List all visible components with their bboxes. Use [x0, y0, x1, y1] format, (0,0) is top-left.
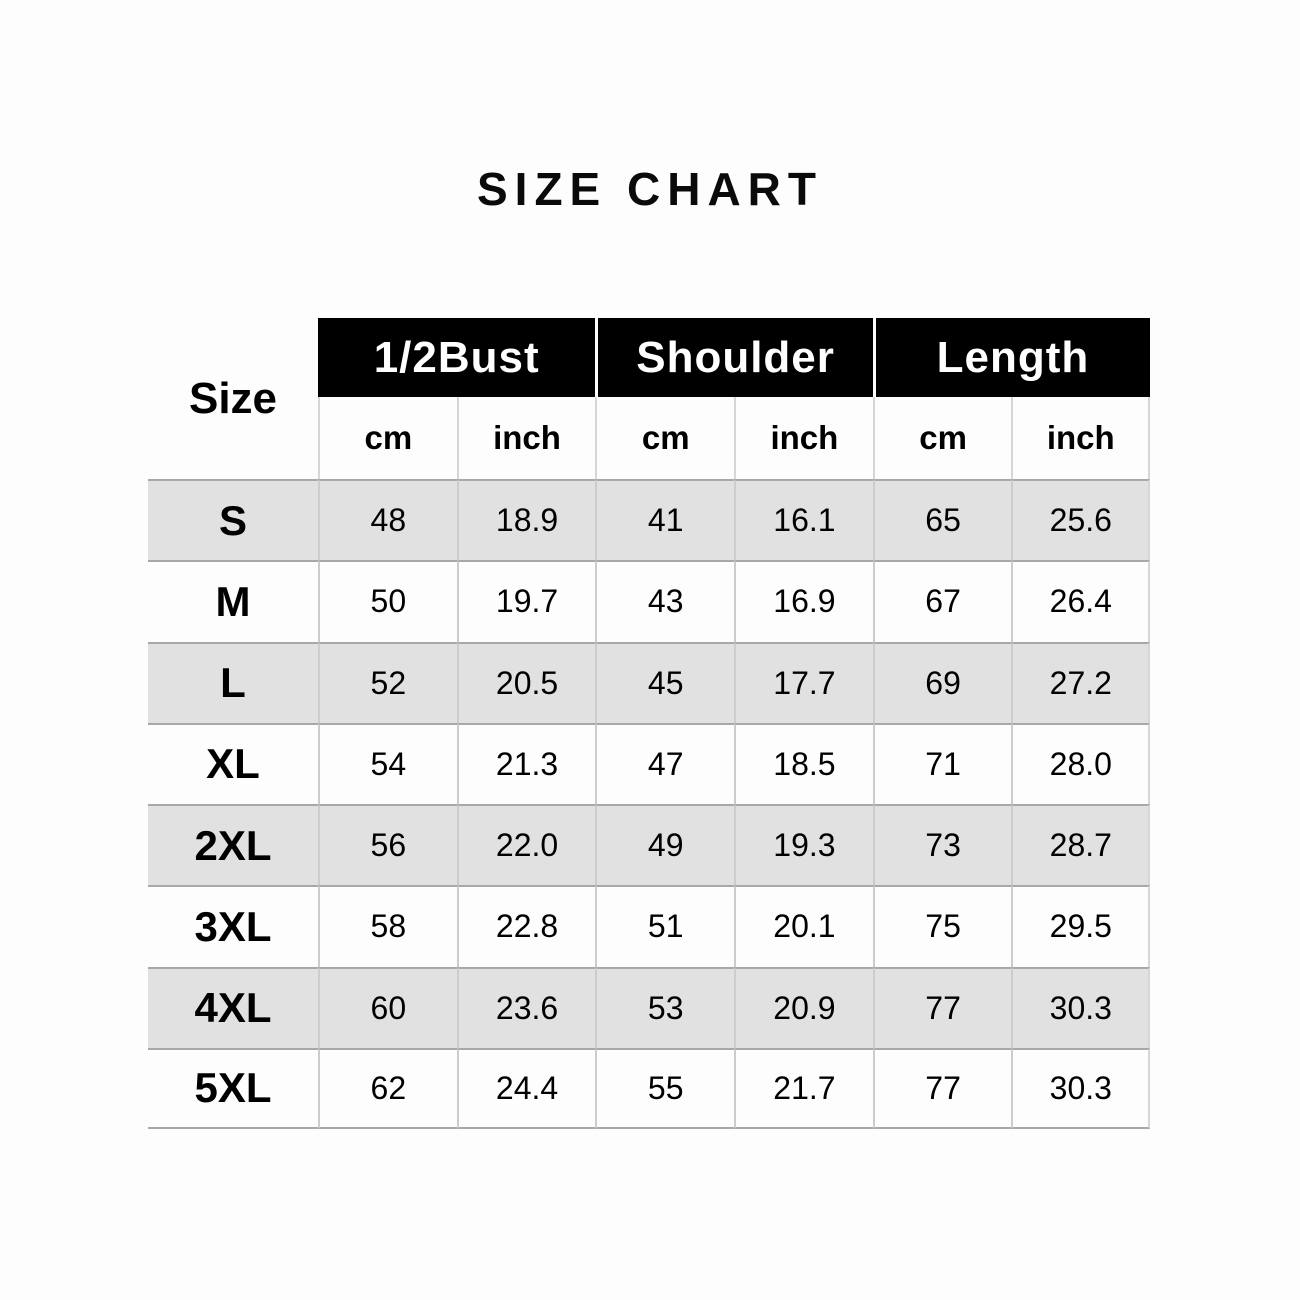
size-label: 2XL [148, 804, 318, 885]
size-label: 5XL [148, 1048, 318, 1129]
value-cell: 58 [318, 885, 457, 966]
value-cell: 18.9 [457, 479, 596, 560]
value-cell: 29.5 [1011, 885, 1150, 966]
value-cell: 17.7 [734, 642, 873, 723]
size-label: 4XL [148, 967, 318, 1048]
value-cell: 28.7 [1011, 804, 1150, 885]
unit-header-cm: cm [873, 397, 1012, 479]
column-group-shoulder: Shoulder [595, 318, 872, 397]
value-cell: 69 [873, 642, 1012, 723]
value-cell: 71 [873, 723, 1012, 804]
value-cell: 45 [595, 642, 734, 723]
value-cell: 26.4 [1011, 560, 1150, 641]
value-cell: 73 [873, 804, 1012, 885]
value-cell: 21.7 [734, 1048, 873, 1129]
column-group-length: Length [873, 318, 1150, 397]
size-label: XL [148, 723, 318, 804]
value-cell: 24.4 [457, 1048, 596, 1129]
page-title: SIZE CHART [477, 163, 823, 215]
value-cell: 22.0 [457, 804, 596, 885]
value-cell: 53 [595, 967, 734, 1048]
value-cell: 52 [318, 642, 457, 723]
value-cell: 75 [873, 885, 1012, 966]
value-cell: 19.7 [457, 560, 596, 641]
size-column-header: Size [148, 318, 318, 479]
value-cell: 28.0 [1011, 723, 1150, 804]
value-cell: 48 [318, 479, 457, 560]
unit-header-cm: cm [595, 397, 734, 479]
value-cell: 49 [595, 804, 734, 885]
value-cell: 62 [318, 1048, 457, 1129]
value-cell: 20.9 [734, 967, 873, 1048]
unit-header-cm: cm [318, 397, 457, 479]
value-cell: 20.1 [734, 885, 873, 966]
size-label: M [148, 560, 318, 641]
value-cell: 19.3 [734, 804, 873, 885]
value-cell: 65 [873, 479, 1012, 560]
value-cell: 21.3 [457, 723, 596, 804]
value-cell: 51 [595, 885, 734, 966]
value-cell: 18.5 [734, 723, 873, 804]
size-label: 3XL [148, 885, 318, 966]
value-cell: 60 [318, 967, 457, 1048]
unit-header-inch: inch [457, 397, 596, 479]
value-cell: 56 [318, 804, 457, 885]
value-cell: 23.6 [457, 967, 596, 1048]
value-cell: 77 [873, 967, 1012, 1048]
value-cell: 22.8 [457, 885, 596, 966]
value-cell: 47 [595, 723, 734, 804]
value-cell: 43 [595, 560, 734, 641]
unit-header-inch: inch [1011, 397, 1150, 479]
value-cell: 16.9 [734, 560, 873, 641]
value-cell: 27.2 [1011, 642, 1150, 723]
value-cell: 55 [595, 1048, 734, 1129]
size-label: S [148, 479, 318, 560]
value-cell: 20.5 [457, 642, 596, 723]
value-cell: 54 [318, 723, 457, 804]
size-chart-table [148, 318, 1150, 1129]
value-cell: 41 [595, 479, 734, 560]
value-cell: 30.3 [1011, 1048, 1150, 1129]
unit-header-inch: inch [734, 397, 873, 479]
value-cell: 67 [873, 560, 1012, 641]
value-cell: 30.3 [1011, 967, 1150, 1048]
size-label: L [148, 642, 318, 723]
value-cell: 25.6 [1011, 479, 1150, 560]
value-cell: 16.1 [734, 479, 873, 560]
value-cell: 50 [318, 560, 457, 641]
value-cell: 77 [873, 1048, 1012, 1129]
column-group-bust: 1/2Bust [318, 318, 595, 397]
